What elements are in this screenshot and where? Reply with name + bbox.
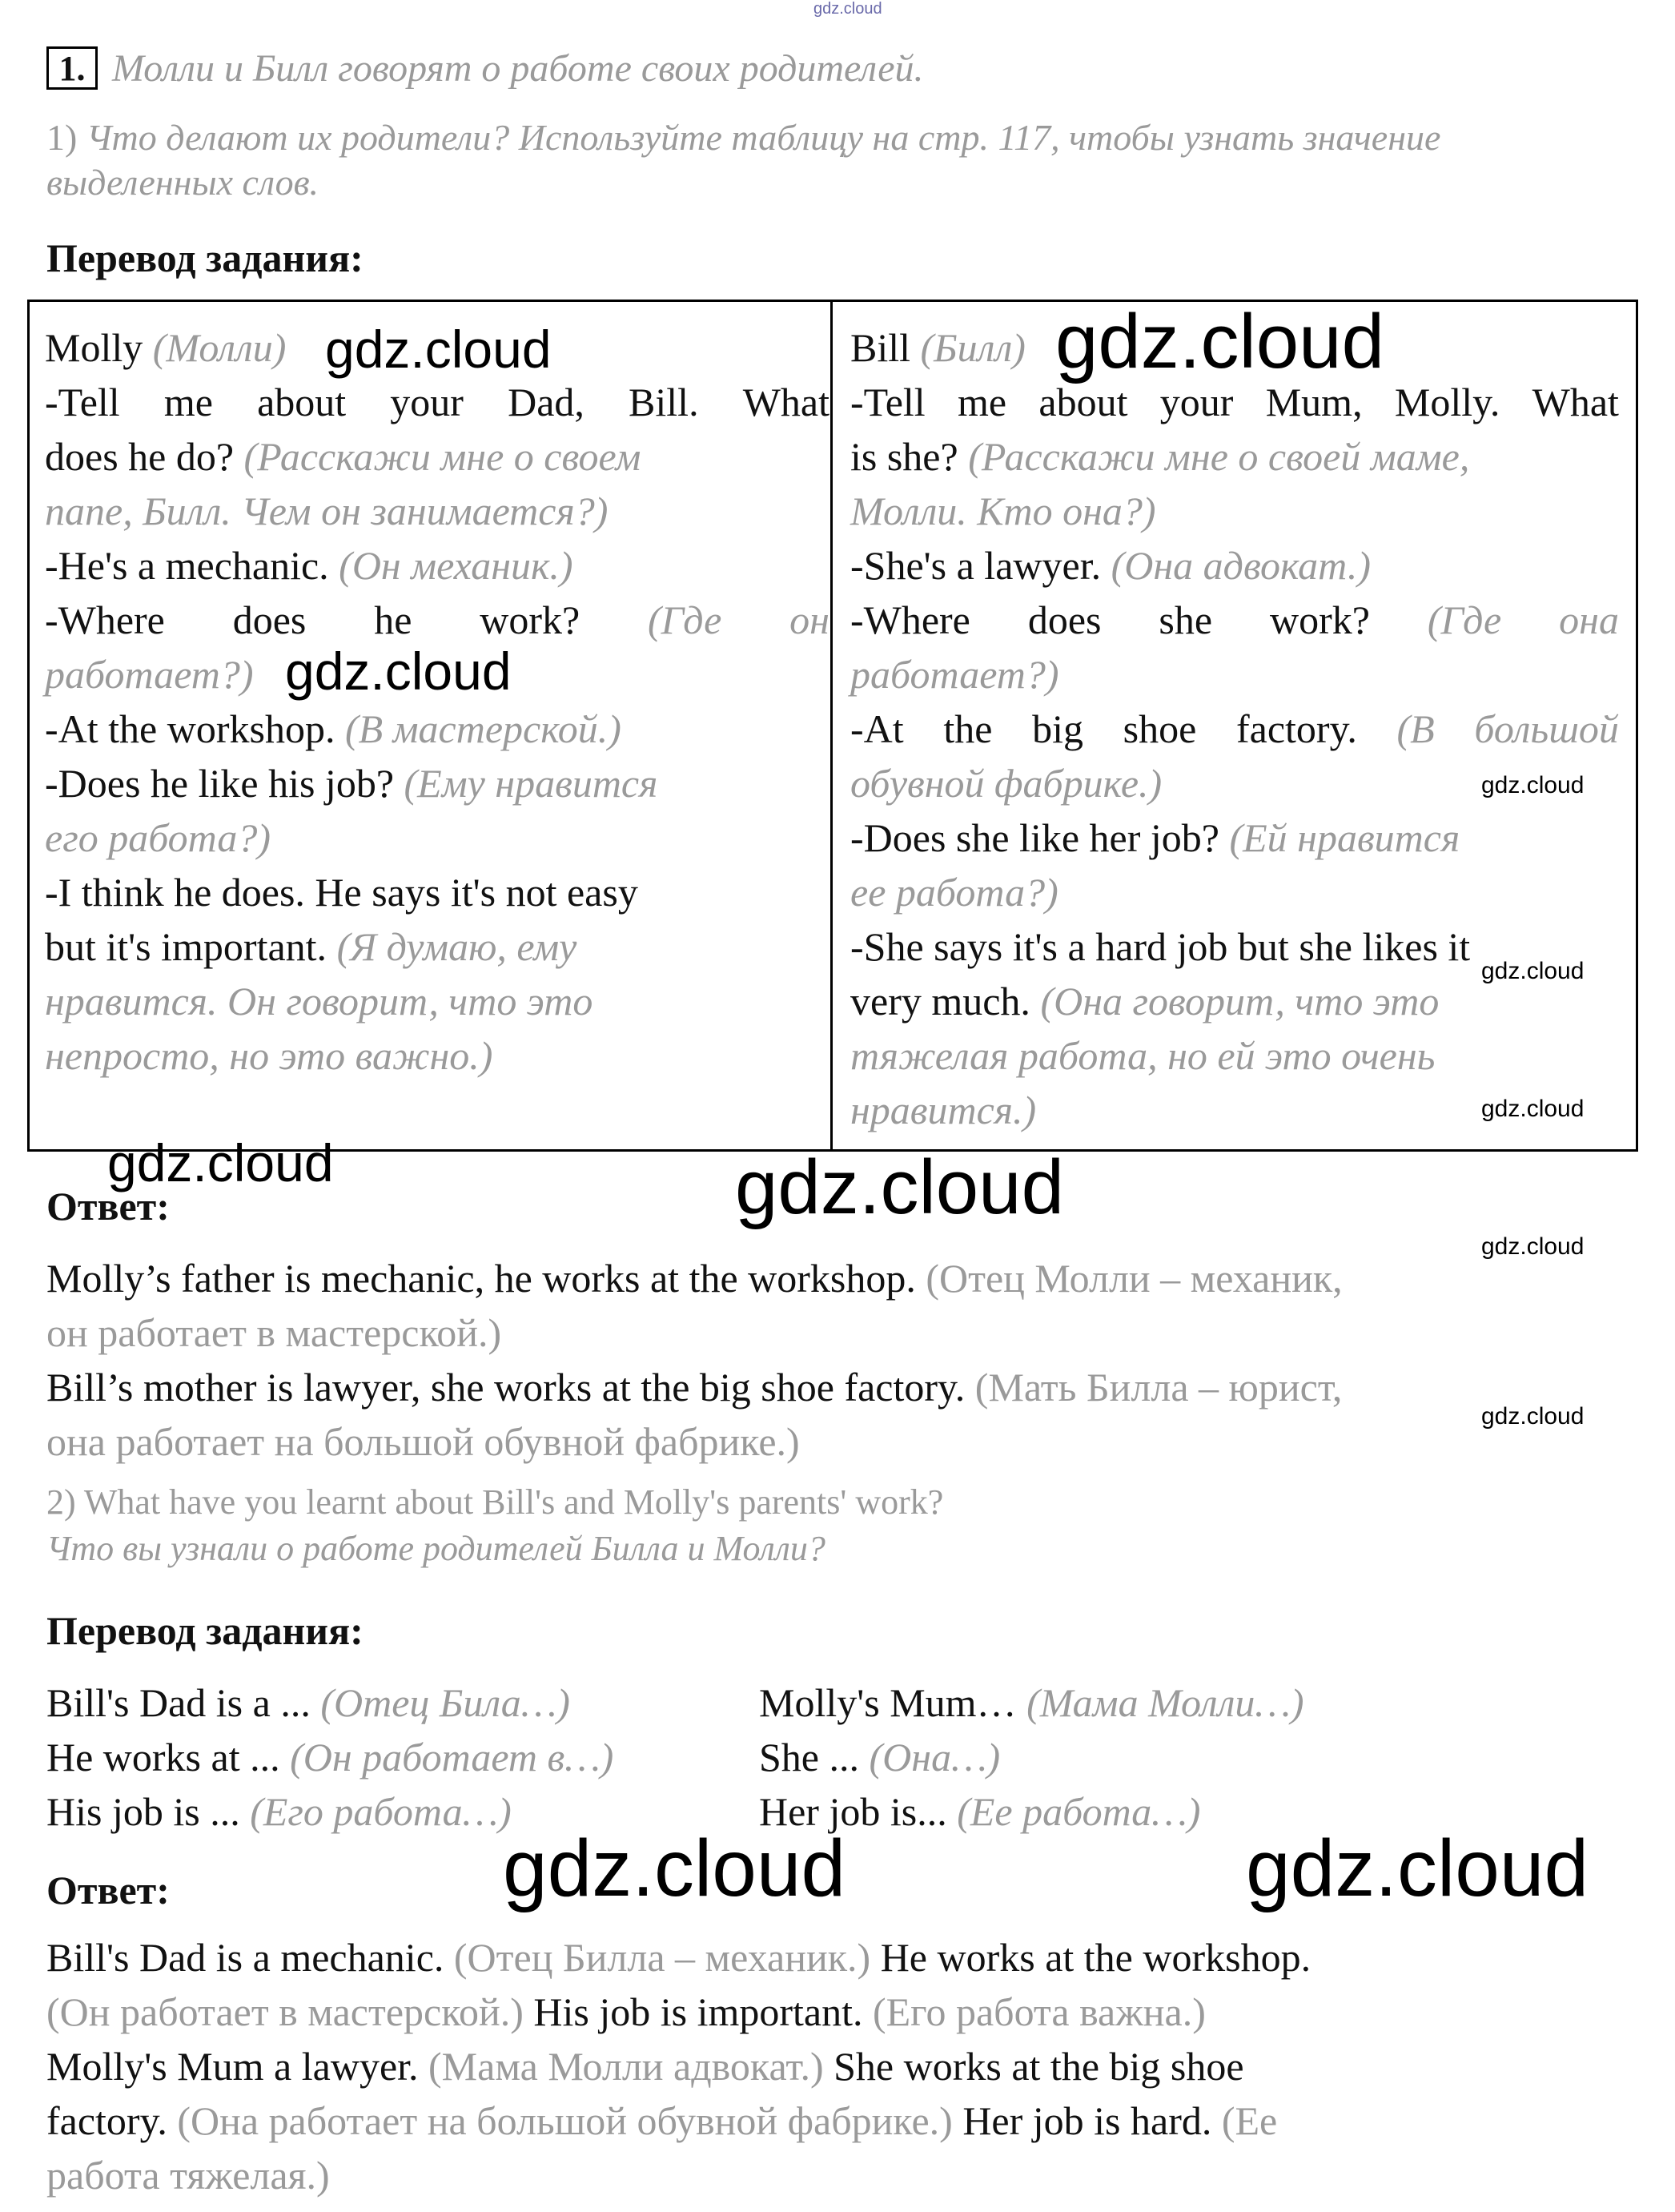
russian-text: (Ему нравится xyxy=(404,761,658,806)
watermark-top: gdz.cloud xyxy=(813,0,882,18)
english-text: -At the workshop. xyxy=(45,706,335,751)
russian-text: (В мастерской.) xyxy=(344,706,621,751)
word: -Tell xyxy=(850,380,926,424)
word: большой xyxy=(1474,706,1619,751)
russian-text: (Отец Била…) xyxy=(320,1680,570,1725)
word: she xyxy=(1159,597,1213,642)
russian-text: (Она…) xyxy=(869,1735,1001,1780)
watermark: gdz.cloud xyxy=(1246,1824,1589,1913)
prompt-left-1 xyxy=(46,1675,613,1730)
russian-text: (Ей нравится xyxy=(1229,815,1460,860)
english-text: factory. xyxy=(46,2098,167,2143)
russian-text: (Ее xyxy=(1221,2098,1278,2143)
prompts-right xyxy=(759,1675,1303,1839)
word: Dad, xyxy=(508,380,584,424)
russian-text: (Он механик.) xyxy=(339,543,573,588)
english-text: He works at the workshop. xyxy=(880,1935,1311,1980)
watermark: gdz.cloud xyxy=(1481,958,1585,984)
bill-column xyxy=(850,320,1619,1137)
word: work? xyxy=(480,597,580,642)
prompt-right-1 xyxy=(759,1675,1303,1730)
task-number-box: 1. xyxy=(46,46,98,90)
english-text: -He's a mechanic. xyxy=(45,543,329,588)
bill-line-10: ее работа?) xyxy=(850,870,1058,915)
watermark: gdz.cloud xyxy=(503,1824,846,1913)
word: -Tell xyxy=(45,380,120,424)
subtask-1-line-2: выделенных слов. xyxy=(46,162,319,203)
answer-2-line-5: работа тяжелая.) xyxy=(46,2153,330,2198)
word: -At xyxy=(850,706,904,751)
word: What xyxy=(742,380,829,424)
answer-2-line-4 xyxy=(46,2093,1311,2148)
russian-text: (Ее работа…) xyxy=(957,1789,1201,1834)
word: -Where xyxy=(850,597,970,642)
russian-text: (Расскажи мне о своей маме, xyxy=(968,434,1470,479)
molly-line-3: папе, Билл. Чем он занимается?) xyxy=(45,489,609,533)
answer-1-line-3 xyxy=(46,1360,1343,1414)
word: (Где xyxy=(1427,597,1502,642)
english-text: Bill's Dad is a mechanic. xyxy=(46,1935,444,1980)
word: he xyxy=(374,597,412,642)
answer-1-line-2: он работает в мастерской.) xyxy=(46,1310,502,1355)
molly-line-5 xyxy=(45,593,829,647)
word: Molly. xyxy=(1394,380,1500,424)
word: What xyxy=(1532,380,1619,424)
english-text: Molly's Mum a lawyer. xyxy=(46,2044,419,2089)
task-title: Молли и Билл говорят о работе своих родителей. xyxy=(112,47,924,90)
answer-heading-1: Ответ: xyxy=(46,1184,170,1229)
english-text: Bill's Dad is a ... xyxy=(46,1680,311,1725)
russian-text: (Я думаю, ему xyxy=(336,924,577,969)
russian-text: (Мать Билла – юрист, xyxy=(974,1365,1343,1410)
watermark: gdz.cloud xyxy=(325,320,552,379)
russian-text: (Отец Молли – механик, xyxy=(926,1256,1343,1301)
word: me xyxy=(957,380,1007,424)
task-2-line-1: 2) What have you learnt about Bill's and Molly's parents' work? xyxy=(46,1482,944,1522)
word: -Where xyxy=(45,597,165,642)
molly-line-7 xyxy=(45,702,829,756)
translation-heading-2: Перевод задания: xyxy=(46,1608,364,1653)
russian-text: (Она адвокат.) xyxy=(1111,543,1372,588)
prompt-right-2 xyxy=(759,1730,1303,1784)
word: me xyxy=(163,380,213,424)
answer-2 xyxy=(46,1930,1311,2202)
english-text: Molly’s father is mechanic, he works at the workshop. xyxy=(46,1256,916,1301)
task-2-line-2: Что вы узнали о работе родителей Билла и Молли? xyxy=(46,1529,825,1568)
word: Bill. xyxy=(629,380,699,424)
molly-line-13: непросто, но это важно.) xyxy=(45,1033,493,1078)
word: factory. xyxy=(1236,706,1357,751)
table-divider xyxy=(830,300,833,1152)
english-text: does he do? xyxy=(45,434,235,479)
molly-line-10: -I think he does. He says it's not easy xyxy=(45,870,638,915)
molly-line-1 xyxy=(45,375,829,429)
english-text: Her job is hard. xyxy=(962,2098,1212,2143)
watermark: gdz.cloud xyxy=(1055,299,1384,384)
watermark: gdz.cloud xyxy=(285,641,512,701)
subtask-1-text: Что делают их родители? Используйте таблицу на стр. 117, чтобы узнать значение xyxy=(86,117,1441,158)
english-text: -Does he like his job? xyxy=(45,761,395,806)
answer-2-line-2 xyxy=(46,1985,1311,2039)
word: your xyxy=(1159,380,1234,424)
english-text: His job is ... xyxy=(46,1789,240,1834)
english-text: She ... xyxy=(759,1735,859,1780)
word: does xyxy=(1027,597,1102,642)
english-text: Bill’s mother is lawyer, she works at the big shoe factory. xyxy=(46,1365,966,1410)
english-text: He works at ... xyxy=(46,1735,280,1780)
russian-text: (Она говорит, что это xyxy=(1040,979,1440,1024)
watermark: gdz.cloud xyxy=(107,1133,334,1192)
bill-line-2 xyxy=(850,429,1619,484)
prompts-left xyxy=(46,1675,613,1839)
bill-name-ru: (Билл) xyxy=(920,325,1026,370)
bill-line-6: работает?) xyxy=(850,652,1059,697)
russian-text: (Он работает в…) xyxy=(290,1735,614,1780)
russian-text: (Его работа важна.) xyxy=(872,1989,1206,2034)
word: the xyxy=(943,706,993,751)
subtask-1-number: 1) xyxy=(46,117,78,158)
english-text: is she? xyxy=(850,434,958,479)
english-text: -She's a lawyer. xyxy=(850,543,1102,588)
english-text: She works at the big shoe xyxy=(833,2044,1244,2089)
bill-line-7 xyxy=(850,702,1619,756)
bill-line-4 xyxy=(850,538,1619,593)
word: your xyxy=(390,380,464,424)
answer-heading-2: Ответ: xyxy=(46,1868,170,1912)
bill-line-13: тяжелая работа, но ей это очень xyxy=(850,1033,1436,1078)
russian-text: (Расскажи мне о своем xyxy=(243,434,641,479)
molly-line-12: нравится. Он говорит, что это xyxy=(45,979,593,1024)
molly-line-9: его работа?) xyxy=(45,815,271,860)
word: shoe xyxy=(1123,706,1197,751)
molly-line-8 xyxy=(45,756,829,810)
molly-line-2 xyxy=(45,429,829,484)
word: он xyxy=(789,597,829,642)
bill-line-11: -She says it's a hard job but she likes it xyxy=(850,924,1471,969)
molly-name: Molly xyxy=(45,325,143,370)
watermark: gdz.cloud xyxy=(1481,1096,1585,1122)
bill-line-14: нравится.) xyxy=(850,1088,1037,1132)
word: (В xyxy=(1396,706,1435,751)
russian-text: (Мама Молли адвокат.) xyxy=(428,2044,824,2089)
word: does xyxy=(232,597,307,642)
answer-1-line-4: она работает на большой обувной фабрике.) xyxy=(46,1419,800,1464)
word: work? xyxy=(1270,597,1370,642)
answer-2-line-3 xyxy=(46,2039,1311,2093)
prompt-left-2 xyxy=(46,1730,613,1784)
bill-line-3: Молли. Кто она?) xyxy=(850,489,1156,533)
russian-text: (Он работает в мастерской.) xyxy=(46,1989,524,2034)
russian-text: (Отец Билла – механик.) xyxy=(453,1935,871,1980)
english-text: but it's important. xyxy=(45,924,327,969)
bill-line-5 xyxy=(850,593,1619,647)
watermark: gdz.cloud xyxy=(1481,1233,1585,1260)
watermark: gdz.cloud xyxy=(735,1144,1064,1230)
english-text: Molly's Mum… xyxy=(759,1680,1017,1725)
translation-heading-1: Перевод задания: xyxy=(46,235,364,280)
word: about xyxy=(257,380,347,424)
molly-line-11 xyxy=(45,919,829,974)
watermark: gdz.cloud xyxy=(1481,772,1585,798)
english-text: very much. xyxy=(850,979,1030,1024)
answer-2-line-1 xyxy=(46,1930,1311,1985)
answer-1 xyxy=(46,1251,1343,1469)
bill-line-9 xyxy=(850,810,1619,865)
molly-name-ru: (Молли) xyxy=(152,325,287,370)
word: (Где xyxy=(648,597,722,642)
molly-line-6: работает?) xyxy=(45,652,254,697)
word: about xyxy=(1038,380,1128,424)
bill-name: Bill xyxy=(850,325,911,370)
bill-line-8: обувной фабрике.) xyxy=(850,761,1163,806)
word: big xyxy=(1032,706,1083,751)
word: она xyxy=(1559,597,1619,642)
english-text: -Does she like her job? xyxy=(850,815,1219,860)
molly-line-4 xyxy=(45,538,829,593)
russian-text: (Его работа…) xyxy=(250,1789,512,1834)
russian-text: (Мама Молли…) xyxy=(1026,1680,1304,1725)
answer-1-line-1 xyxy=(46,1251,1343,1305)
english-text: His job is important. xyxy=(533,1989,863,2034)
word: Mum, xyxy=(1265,380,1363,424)
watermark: gdz.cloud xyxy=(1481,1403,1585,1430)
russian-text: (Она работает на большой обувной фабрике.) xyxy=(177,2098,953,2143)
molly-column xyxy=(45,320,829,1083)
english-text: Her job is... xyxy=(759,1789,947,1834)
